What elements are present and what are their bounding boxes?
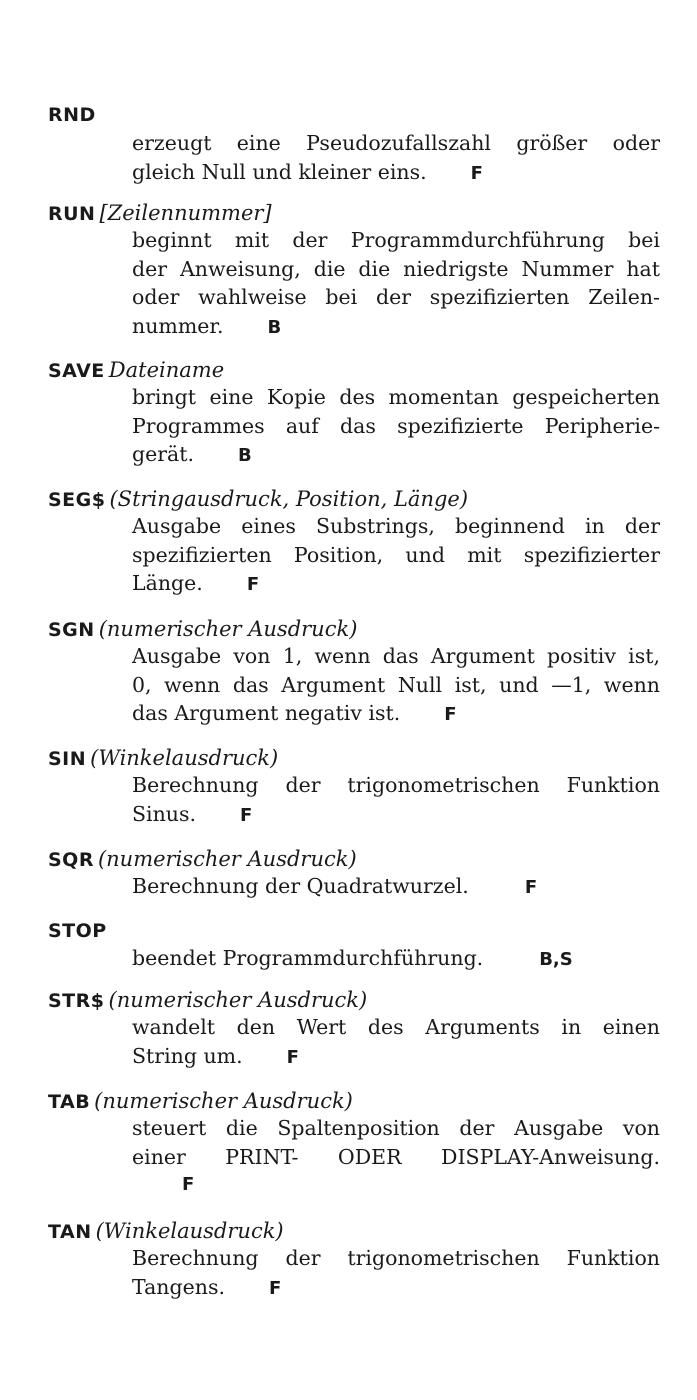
entry-heading — [48, 987, 367, 1014]
entry-heading — [48, 616, 357, 643]
availability-code: F — [269, 1277, 282, 1299]
description-line: 0, wenn das Argument Null ist, und —1, wenn — [132, 672, 660, 697]
description-line: Berechnung der trigonometrischen Funktion — [132, 1246, 660, 1270]
keyword: STR$ — [48, 990, 105, 1012]
entry-heading — [48, 846, 357, 873]
argument: Dateiname — [108, 358, 225, 382]
description-line: Berechnung der trigonometrischen Funktion — [132, 773, 660, 797]
description-line-last — [132, 569, 660, 598]
entry-description — [132, 226, 660, 340]
description-line-last — [132, 440, 660, 469]
availability-code: F — [240, 804, 253, 826]
argument: (Stringausdruck, Position, Länge) — [109, 487, 469, 511]
argument: (numerischer Ausdruck) — [98, 617, 358, 641]
entry-description — [132, 383, 660, 469]
description-line: wandelt den Wert des Arguments in einen — [132, 1015, 660, 1039]
description-text: beendet Programmdurchführung. — [132, 946, 484, 970]
description-line-last — [132, 312, 660, 341]
argument: (numerischer Ausdruck) — [94, 1089, 353, 1113]
description-line: Ausgabe von 1, wenn das Argument positiv ist, — [132, 644, 660, 668]
description-line: erzeugt eine Pseudozufallszahl größer oder — [132, 131, 660, 155]
availability-code: B — [238, 445, 252, 466]
description-text: Tangens. — [132, 1274, 226, 1299]
entry-description — [132, 771, 660, 828]
argument: [Zeilennummer] — [99, 201, 272, 225]
description-text: gleich Null und kleiner eins. — [132, 159, 427, 184]
argument: (numerischer Ausdruck) — [108, 988, 368, 1012]
entry-heading — [48, 745, 278, 772]
entry-description — [132, 129, 660, 186]
availability-code: F — [470, 162, 483, 184]
availability-code: F — [246, 574, 260, 595]
keyword: STOP — [48, 920, 107, 942]
availability-code: B — [267, 316, 282, 338]
entry-description — [132, 642, 660, 728]
description-line: spezifizierten Position, und mit spezifizierter — [132, 542, 660, 567]
description-line: oder wahlweise bei der spezifizierten Zeilen- — [132, 285, 660, 309]
description-line: der Anweisung, die die niedrigste Nummer hat — [132, 256, 660, 281]
description-text: Berechnung der Quadratwurzel. — [132, 874, 469, 898]
description-line: beginnt mit der Programmdurchführung bei — [132, 228, 660, 252]
entry-heading — [48, 917, 107, 944]
entry-heading — [48, 101, 96, 128]
keyword: SQR — [48, 849, 94, 871]
keyword: TAB — [48, 1091, 91, 1113]
entry-heading — [48, 1088, 353, 1115]
description-text: Länge. — [132, 571, 203, 595]
availability-code: F — [286, 1046, 299, 1068]
keyword: SGN — [48, 619, 95, 641]
keyword: SEG$ — [48, 489, 106, 511]
description-line: einer PRINT- ODER DISPLAY-Anweisung. — [132, 1144, 660, 1169]
description-text: nummer. — [132, 313, 224, 338]
entry-description — [132, 872, 660, 901]
keyword: SIN — [48, 748, 87, 770]
entry-heading — [48, 1218, 284, 1245]
argument: (Winkelausdruck) — [95, 1219, 284, 1243]
description-line: bringt eine Kopie des momentan gespeicherten — [132, 385, 660, 409]
keyword: TAN — [48, 1221, 92, 1243]
entry-description — [132, 512, 660, 598]
description-line: Ausgabe eines Substrings, beginnend in der — [132, 514, 660, 538]
description-text: Sinus. — [132, 801, 197, 826]
entry-description — [132, 1244, 660, 1301]
description-line: steuert die Spaltenposition der Ausgabe von — [132, 1116, 660, 1140]
entry-description — [132, 1013, 660, 1070]
description-line-last — [132, 872, 660, 901]
description-text: das Argument negativ ist. — [132, 701, 401, 725]
entry-heading — [48, 200, 272, 227]
description-line: Programmes auf das spezifizierte Peripherie- — [132, 413, 660, 438]
availability-code: B,S — [539, 949, 573, 970]
argument: (Winkelausdruck) — [90, 746, 279, 770]
availability-code: F — [444, 704, 457, 725]
description-line-last — [132, 699, 660, 728]
keyword: RND — [48, 104, 96, 126]
description-line-last — [132, 944, 660, 973]
entry-heading — [48, 357, 224, 384]
availability-code: F — [524, 877, 538, 898]
description-line-last — [132, 158, 660, 187]
entry-description — [132, 944, 660, 973]
argument: (numerischer Ausdruck) — [97, 847, 357, 871]
entry-heading — [48, 486, 468, 513]
keyword: RUN — [48, 203, 96, 225]
description-text: String um. — [132, 1043, 243, 1068]
availability-code: F — [182, 1174, 195, 1195]
description-text: gerät. — [132, 442, 195, 466]
description-line-last — [132, 1273, 660, 1302]
entry-description — [132, 1114, 660, 1200]
description-line-last — [132, 1042, 660, 1071]
description-line-last — [132, 800, 660, 829]
keyword: SAVE — [48, 360, 105, 382]
